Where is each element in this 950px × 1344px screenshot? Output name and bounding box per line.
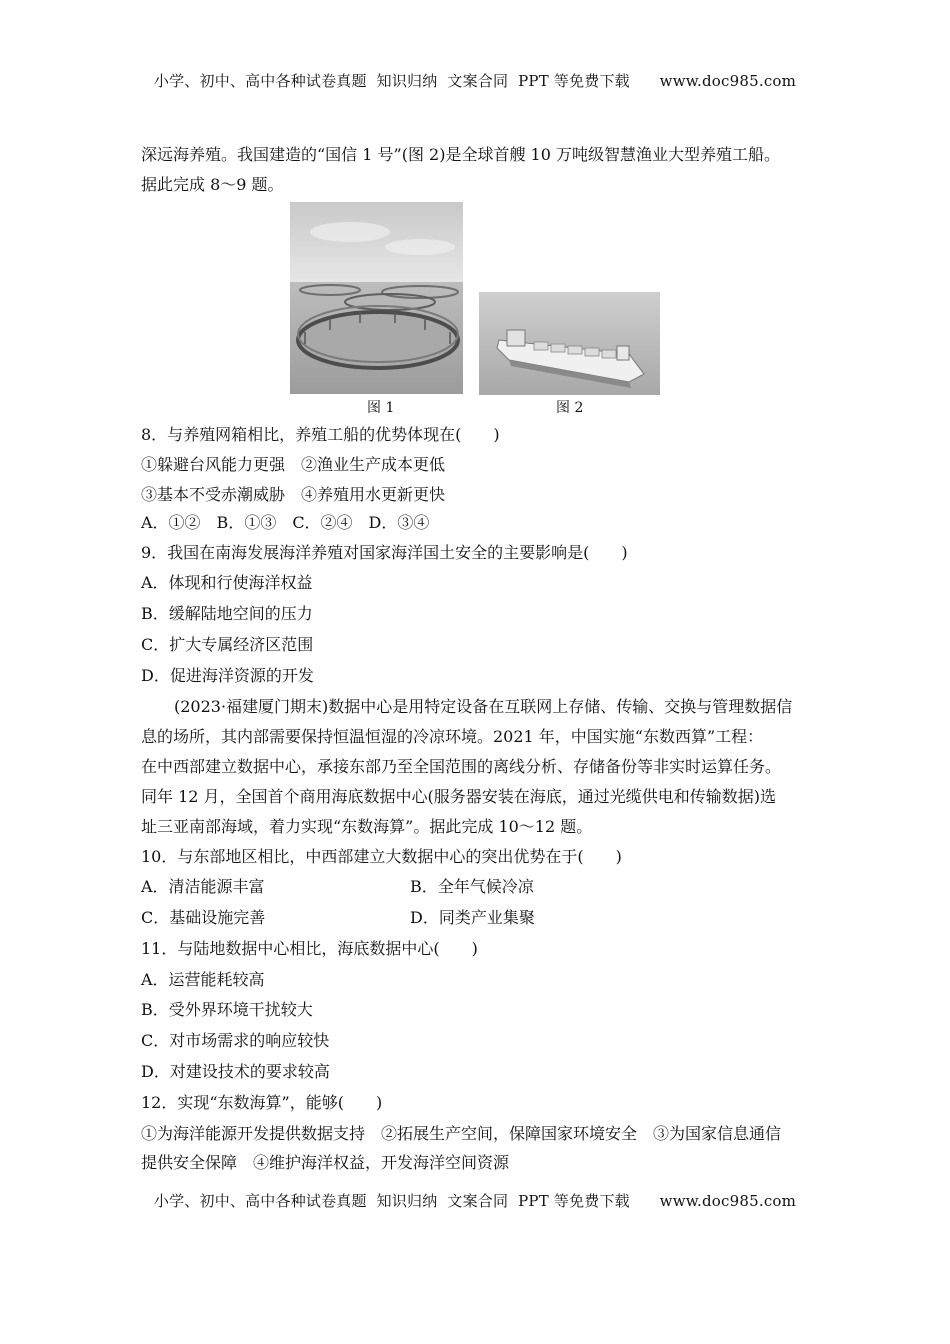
figure-1-caption: 图 1 <box>367 400 395 416</box>
question-12-statements-1: ①为海洋能源开发提供数据支持 ②拓展生产空间，保障国家环境安全 ③为国家信息通信 <box>141 1124 782 1143</box>
passage-2-line-5: 址三亚南部海域，着力实现“东数海算”。据此完成 10～12 题。 <box>141 817 593 836</box>
question-8-options: A．①② B．①③ C．②④ D．③④ <box>141 513 430 532</box>
question-9-stem: 9．我国在南海发展海洋养殖对国家海洋国土安全的主要影响是( ) <box>141 543 628 562</box>
passage-2-line-3: 在中西部建立数据中心，承接东部乃至全国范围的离线分析、存储备份等非实时运算任务。 <box>141 757 782 776</box>
intro-line-2: 据此完成 8～9 题。 <box>141 175 284 194</box>
question-8-stem: 8．与养殖网箱相比，养殖工船的优势体现在( ) <box>141 425 500 444</box>
question-10-option-c: C．基础设施完善 <box>141 908 266 927</box>
figure-2-caption: 图 2 <box>556 400 584 416</box>
question-11-option-d: D．对建设技术的要求较高 <box>141 1062 330 1081</box>
question-10-option-d: D．同类产业集聚 <box>410 908 535 927</box>
question-11-stem: 11．与陆地数据中心相比，海底数据中心( ) <box>141 939 478 958</box>
question-11-option-a: A．运营能耗较高 <box>141 970 265 989</box>
passage-2-line-2: 息的场所，其内部需要保持恒温恒湿的冷凉环境。2021 年，中国实施“东数西算”工程： <box>141 727 764 746</box>
question-11-option-c: C．对市场需求的响应较快 <box>141 1031 330 1050</box>
intro-line-1: 深远海养殖。我国建造的“国信 1 号”(图 2)是全球首艘 10 万吨级智慧渔业大型养殖工船。 <box>141 145 780 164</box>
question-9-option-a: A．体现和行使海洋权益 <box>141 573 313 592</box>
question-9-option-c: C．扩大专属经济区范围 <box>141 635 314 654</box>
passage-2-line-1: (2023·福建厦门期末)数据中心是用特定设备在互联网上存储、传输、交换与管理数据信 <box>174 697 793 716</box>
question-9-option-d: D．促进海洋资源的开发 <box>141 666 314 685</box>
passage-2-line-4: 同年 12 月，全国首个商用海底数据中心(服务器安装在海底，通过光缆供电和传输数据)选 <box>141 787 777 806</box>
question-9-option-b: B．缓解陆地空间的压力 <box>141 604 313 623</box>
question-12-stem: 12．实现“东数海算”，能够( ) <box>141 1093 383 1112</box>
question-10-stem: 10．与东部地区相比，中西部建立大数据中心的突出优势在于( ) <box>141 847 622 866</box>
figure-1-net-cages <box>290 202 463 394</box>
question-12-statements-2: 提供安全保障 ④维护海洋权益，开发海洋空间资源 <box>141 1153 510 1172</box>
question-8-statements-1: ①躲避台风能力更强 ②渔业生产成本更低 <box>141 455 446 474</box>
page-footer: 小学、初中、高中各种试卷真题 知识归纳 文案合同 PPT 等免费下载 www.doc985.com <box>153 1192 797 1210</box>
question-11-option-b: B．受外界环境干扰较大 <box>141 1000 313 1019</box>
figure-2-aquaculture-ship <box>479 292 660 395</box>
page-header: 小学、初中、高中各种试卷真题 知识归纳 文案合同 PPT 等免费下载 www.doc985.com <box>153 72 797 90</box>
question-10-option-a: A．清洁能源丰富 <box>141 877 265 896</box>
question-8-statements-2: ③基本不受赤潮威胁 ④养殖用水更新更快 <box>141 485 446 504</box>
question-10-option-b: B．全年气候冷凉 <box>410 877 534 896</box>
